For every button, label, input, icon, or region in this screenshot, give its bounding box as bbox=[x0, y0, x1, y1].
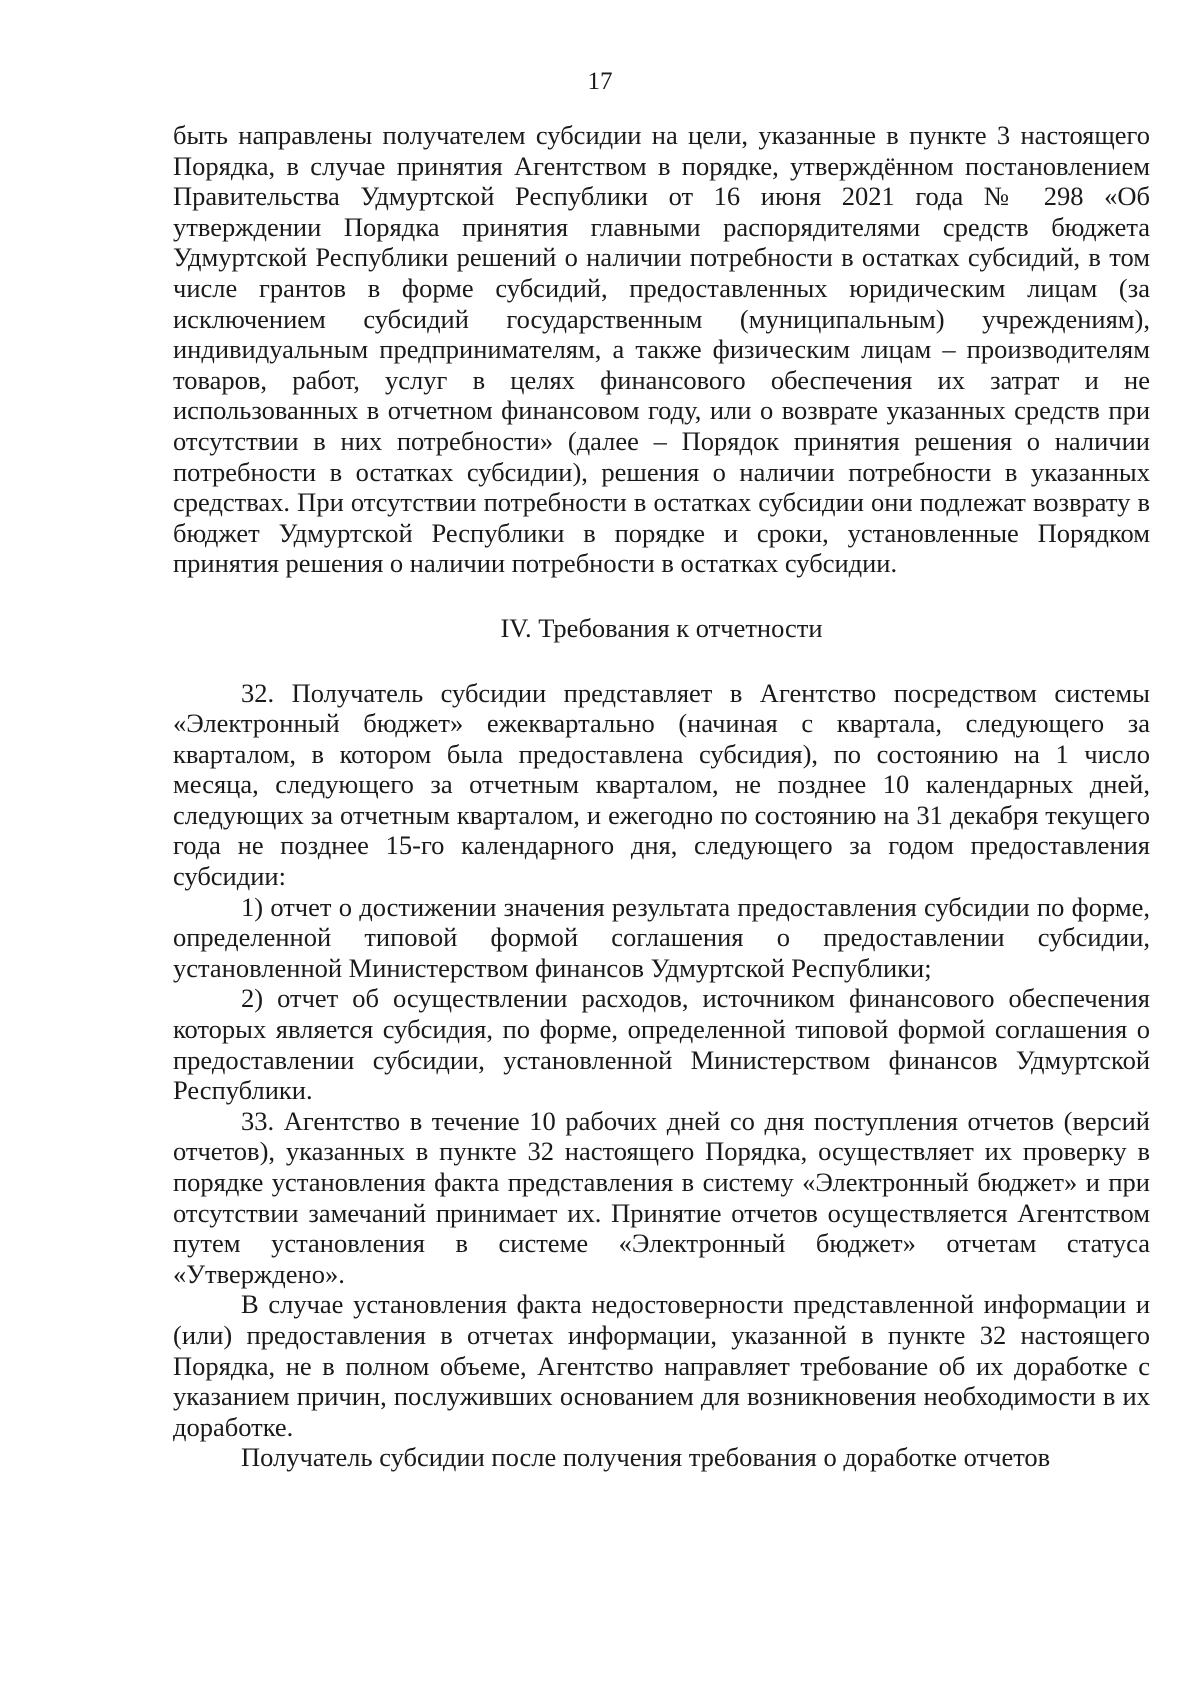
paragraph-recipient: Получатель субсидии после получения требования о доработке отчетов bbox=[241, 1442, 1051, 1473]
section-heading: IV. Требования к отчетности bbox=[500, 612, 823, 643]
list-item-2: 2) отчет об осуществлении расходов, источником финансового обеспечения которых является субсидия, по форме, определенной типовой формой соглашения о предоставлении субсидии, установленной Министерством финансов Удмуртской Республики. bbox=[173, 983, 1150, 1106]
paragraph-inaccuracy: В случае установления факта недостоверности представленной информации и (или) предоставления в отчетах информации, указанной в пункте 32 настоящего Порядка, не в полном объеме, Агентство направляет требование об их доработке с указанием причин, послуживших основанием для возникновения необходимости в их доработке. bbox=[173, 1289, 1150, 1442]
page-number: 17 bbox=[587, 68, 613, 95]
list-item-1: 1) отчет о достижении значения результата предоставления субсидии по форме, определенной типовой формой соглашения о предоставлении субсидии, установленной Министерством финансов Удмуртской Республики; bbox=[173, 891, 1150, 983]
paragraph-continuation: быть направлены получателем субсидии на цели, указанные в пункте 3 настоящего Порядка, в случае принятия Агентством в порядке, утверждённом постановлением Правительства Удмуртской Республики от 16 июня 2021 года № 298 «Об утверждении Порядка принятия главными распорядителями средств бюджета Удмуртской Республики решений о наличии потребности в остатках субсидий, в том числе грантов в форме субсидий, предоставленных юридическим лицам (за исключением субсидий государственным (муниципальным) учреждениям), индивидуальным предпринимателям, а также физическим лицам – производителям товаров, работ, услуг в целях финансового обеспечения их затрат и не использованных в отчетном финансовом году, или о возврате указанных средств при отсутствии в них потребности» (далее – Порядок принятия решения о наличии потребности в остатках субсидии), решения о наличии потребности в указанных средствах. При отсутствии потребности в остатках субсидии они подлежат возврату в бюджет Удмуртской Республики в порядке и сроки, установленные Порядком принятия решения о наличии потребности в остатках субсидии. bbox=[173, 120, 1150, 579]
paragraph-32: 32. Получатель субсидии представляет в Агентство посредством системы «Электронный бюджет» ежеквартально (начиная с квартала, следующего за кварталом, в котором была предоставлена субсидия), по состоянию на 1 число месяца, следующего за отчетным кварталом, не позднее 10 календарных дней, следующих за отчетным кварталом, и ежегодно по состоянию на 31 декабря текущего года не позднее 15-го календарного дня, следующего за годом предоставления субсидии: bbox=[173, 677, 1150, 892]
paragraph-33: 33. Агентство в течение 10 рабочих дней со дня поступления отчетов (версий отчетов), указанных в пункте 32 настоящего Порядка, осуществляет их проверку в порядке установления факта представления в систему «Электронный бюджет» и при отсутствии замечаний принимает их. Принятие отчетов осуществляется Агентством путем установления в системе «Электронный бюджет» отчетам статуса «Утверждено». bbox=[173, 1105, 1150, 1289]
document-body bbox=[173, 120, 1150, 1473]
